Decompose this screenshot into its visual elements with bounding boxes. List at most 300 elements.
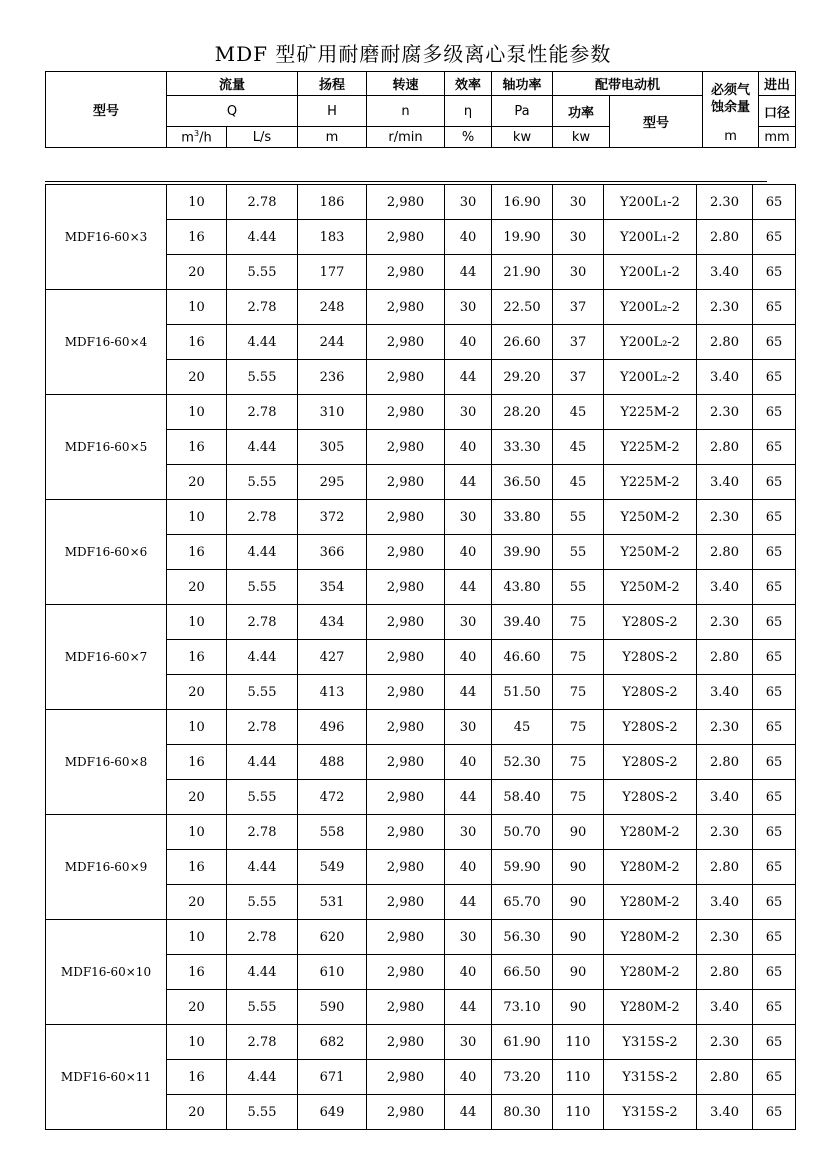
cell-motor-model: Y250M-2 — [604, 570, 697, 605]
cell-motor-model: Y280S-2 — [604, 605, 697, 640]
cell-flow-ls: 2.78 — [227, 500, 298, 535]
cell-speed: 2,980 — [367, 465, 445, 500]
cell-inlet: 65 — [753, 395, 796, 430]
cell-motor-model: Y280M-2 — [604, 990, 697, 1025]
table-row — [46, 710, 796, 745]
cell-efficiency: 30 — [445, 290, 492, 325]
cell-speed: 2,980 — [367, 955, 445, 990]
cell-shaft-power: 51.50 — [492, 675, 553, 710]
cell-motor-model: Y315S-2 — [604, 1025, 697, 1060]
cell-inlet: 65 — [753, 850, 796, 885]
cell-speed: 2,980 — [367, 535, 445, 570]
header-speed: 转速 — [367, 72, 445, 96]
header-motor: 配带电动机 — [553, 72, 703, 96]
header-motor-power: 功率 — [553, 96, 610, 127]
cell-npsh: 2.30 — [697, 815, 753, 850]
cell-flow-ls: 5.55 — [227, 465, 298, 500]
cell-inlet: 65 — [753, 1025, 796, 1060]
cell-flow-ls: 2.78 — [227, 395, 298, 430]
cell-npsh: 2.80 — [697, 640, 753, 675]
cell-shaft-power: 39.90 — [492, 535, 553, 570]
cell-inlet: 65 — [753, 500, 796, 535]
cell-speed: 2,980 — [367, 325, 445, 360]
cell-speed: 2,980 — [367, 885, 445, 920]
cell-inlet: 65 — [753, 745, 796, 780]
cell-shaft-power: 73.20 — [492, 1060, 553, 1095]
cell-npsh: 2.80 — [697, 1060, 753, 1095]
cell-motor-power: 90 — [553, 815, 604, 850]
cell-inlet: 65 — [753, 815, 796, 850]
cell-inlet: 65 — [753, 640, 796, 675]
cell-motor-power: 30 — [553, 185, 604, 220]
cell-flow-ls: 2.78 — [227, 815, 298, 850]
cell-motor-model: Y200L₁-2 — [604, 185, 697, 220]
cell-speed: 2,980 — [367, 360, 445, 395]
cell-flow-ls: 5.55 — [227, 360, 298, 395]
cell-shaft-power: 80.30 — [492, 1095, 553, 1130]
cell-speed: 2,980 — [367, 1060, 445, 1095]
page-title: MDF 型矿用耐磨耐腐多级离心泵性能参数 — [214, 42, 612, 66]
cell-motor-power: 110 — [553, 1060, 604, 1095]
cell-motor-model: Y200L₁-2 — [604, 255, 697, 290]
cell-inlet: 65 — [753, 920, 796, 955]
cell-inlet: 65 — [753, 1060, 796, 1095]
cell-shaft-power: 29.20 — [492, 360, 553, 395]
cell-flow-m3h: 10 — [167, 605, 227, 640]
cell-flow-m3h: 16 — [167, 325, 227, 360]
cell-efficiency: 30 — [445, 710, 492, 745]
cell-motor-power: 110 — [553, 1095, 604, 1130]
divider — [45, 181, 767, 182]
cell-motor-power: 90 — [553, 955, 604, 990]
unit-flow-m3h: $m^3/h$ — [167, 127, 227, 148]
cell-flow-m3h: 16 — [167, 535, 227, 570]
cell-motor-model: Y315S-2 — [604, 1095, 697, 1130]
cell-motor-power: 45 — [553, 395, 604, 430]
cell-flow-ls: 4.44 — [227, 220, 298, 255]
cell-flow-m3h: 20 — [167, 990, 227, 1025]
cell-motor-power: 90 — [553, 990, 604, 1025]
cell-motor-model: Y280M-2 — [604, 815, 697, 850]
cell-inlet: 65 — [753, 885, 796, 920]
cell-inlet: 65 — [753, 605, 796, 640]
cell-flow-m3h: 16 — [167, 745, 227, 780]
cell-shaft-power: 21.90 — [492, 255, 553, 290]
cell-motor-power: 30 — [553, 220, 604, 255]
model-cell: MDF16-60×10 — [46, 920, 167, 1025]
cell-flow-m3h: 16 — [167, 640, 227, 675]
cell-inlet: 65 — [753, 465, 796, 500]
cell-flow-ls: 4.44 — [227, 640, 298, 675]
cell-shaft-power: 28.20 — [492, 395, 553, 430]
cell-npsh: 2.30 — [697, 710, 753, 745]
cell-flow-m3h: 16 — [167, 220, 227, 255]
cell-shaft-power: 50.70 — [492, 815, 553, 850]
cell-inlet: 65 — [753, 710, 796, 745]
cell-flow-m3h: 10 — [167, 185, 227, 220]
cell-speed: 2,980 — [367, 570, 445, 605]
cell-flow-ls: 2.78 — [227, 920, 298, 955]
cell-shaft-power: 22.50 — [492, 290, 553, 325]
cell-motor-power: 90 — [553, 850, 604, 885]
cell-head: 671 — [298, 1060, 367, 1095]
cell-speed: 2,980 — [367, 185, 445, 220]
cell-motor-model: Y280S-2 — [604, 710, 697, 745]
cell-flow-m3h: 10 — [167, 395, 227, 430]
cell-flow-m3h: 20 — [167, 885, 227, 920]
model-cell: MDF16-60×3 — [46, 185, 167, 290]
cell-motor-model: Y225M-2 — [604, 465, 697, 500]
cell-npsh: 2.30 — [697, 500, 753, 535]
cell-speed: 2,980 — [367, 640, 445, 675]
cell-speed: 2,980 — [367, 290, 445, 325]
unit-speed: r/min — [367, 127, 445, 148]
cell-speed: 2,980 — [367, 1025, 445, 1060]
table-row — [46, 605, 796, 640]
cell-efficiency: 44 — [445, 360, 492, 395]
cell-npsh: 2.80 — [697, 430, 753, 465]
cell-efficiency: 30 — [445, 500, 492, 535]
cell-motor-model: Y250M-2 — [604, 500, 697, 535]
cell-efficiency: 44 — [445, 570, 492, 605]
header-npsh-line1: 必须气 — [711, 83, 751, 99]
unit-npsh: m — [703, 127, 759, 148]
cell-inlet: 65 — [753, 220, 796, 255]
cell-motor-power: 75 — [553, 745, 604, 780]
cell-head: 354 — [298, 570, 367, 605]
unit-inlet: mm — [759, 127, 796, 148]
cell-flow-ls: 4.44 — [227, 745, 298, 780]
unit-flow-ls: L/s — [227, 127, 298, 148]
cell-efficiency: 40 — [445, 535, 492, 570]
cell-npsh: 3.40 — [697, 675, 753, 710]
cell-npsh: 3.40 — [697, 465, 753, 500]
cell-head: 244 — [298, 325, 367, 360]
cell-motor-model: Y225M-2 — [604, 430, 697, 465]
table-row — [46, 290, 796, 325]
cell-head: 590 — [298, 990, 367, 1025]
cell-motor-power: 45 — [553, 430, 604, 465]
cell-flow-m3h: 20 — [167, 780, 227, 815]
header-inlet-line1: 进出 — [759, 72, 796, 96]
cell-flow-ls: 5.55 — [227, 780, 298, 815]
header-npsh-line2: 蚀余量 — [711, 100, 751, 116]
cell-flow-ls: 5.55 — [227, 990, 298, 1025]
cell-inlet: 65 — [753, 570, 796, 605]
table-row — [46, 395, 796, 430]
cell-speed: 2,980 — [367, 255, 445, 290]
cell-flow-ls: 2.78 — [227, 710, 298, 745]
cell-flow-m3h: 20 — [167, 1095, 227, 1130]
header-eff-symbol: η — [445, 96, 492, 127]
cell-efficiency: 44 — [445, 780, 492, 815]
cell-motor-power: 75 — [553, 780, 604, 815]
cell-npsh: 2.80 — [697, 535, 753, 570]
cell-shaft-power: 73.10 — [492, 990, 553, 1025]
table-row — [46, 920, 796, 955]
cell-head: 372 — [298, 500, 367, 535]
cell-efficiency: 30 — [445, 920, 492, 955]
header-model: 型号 — [46, 72, 167, 148]
cell-flow-m3h: 20 — [167, 360, 227, 395]
cell-shaft-power: 45 — [492, 710, 553, 745]
cell-motor-power: 75 — [553, 605, 604, 640]
cell-efficiency: 40 — [445, 430, 492, 465]
cell-head: 310 — [298, 395, 367, 430]
cell-shaft-power: 61.90 — [492, 1025, 553, 1060]
cell-flow-ls: 2.78 — [227, 605, 298, 640]
cell-motor-model: Y315S-2 — [604, 1060, 697, 1095]
cell-head: 549 — [298, 850, 367, 885]
cell-shaft-power: 39.40 — [492, 605, 553, 640]
cell-flow-ls: 4.44 — [227, 325, 298, 360]
header-table — [45, 71, 796, 148]
cell-motor-model: Y200L₁-2 — [604, 220, 697, 255]
header-speed-symbol: n — [367, 96, 445, 127]
header-npsh — [703, 72, 759, 127]
cell-flow-ls: 5.55 — [227, 675, 298, 710]
cell-npsh: 2.30 — [697, 395, 753, 430]
cell-flow-m3h: 10 — [167, 710, 227, 745]
cell-flow-m3h: 16 — [167, 955, 227, 990]
cell-motor-power: 90 — [553, 920, 604, 955]
cell-motor-power: 55 — [553, 570, 604, 605]
cell-speed: 2,980 — [367, 780, 445, 815]
cell-flow-m3h: 10 — [167, 815, 227, 850]
header-inlet-line2: 口径 — [759, 96, 796, 127]
cell-efficiency: 30 — [445, 815, 492, 850]
cell-inlet: 65 — [753, 185, 796, 220]
cell-inlet: 65 — [753, 1095, 796, 1130]
cell-head: 177 — [298, 255, 367, 290]
cell-motor-model: Y280M-2 — [604, 850, 697, 885]
cell-motor-power: 55 — [553, 500, 604, 535]
cell-shaft-power: 65.70 — [492, 885, 553, 920]
cell-speed: 2,980 — [367, 710, 445, 745]
cell-inlet: 65 — [753, 780, 796, 815]
cell-efficiency: 44 — [445, 675, 492, 710]
header-power-symbol: Pa — [492, 96, 553, 127]
cell-head: 620 — [298, 920, 367, 955]
cell-flow-ls: 5.55 — [227, 570, 298, 605]
table-row — [46, 1025, 796, 1060]
cell-flow-m3h: 16 — [167, 430, 227, 465]
cell-head: 186 — [298, 185, 367, 220]
cell-npsh: 2.80 — [697, 850, 753, 885]
cell-motor-power: 30 — [553, 255, 604, 290]
cell-flow-m3h: 20 — [167, 675, 227, 710]
cell-inlet: 65 — [753, 290, 796, 325]
cell-efficiency: 30 — [445, 185, 492, 220]
cell-head: 236 — [298, 360, 367, 395]
cell-flow-m3h: 20 — [167, 465, 227, 500]
header-head: 扬程 — [298, 72, 367, 96]
table-row — [46, 500, 796, 535]
cell-npsh: 2.30 — [697, 920, 753, 955]
cell-shaft-power: 33.30 — [492, 430, 553, 465]
cell-flow-ls: 5.55 — [227, 1095, 298, 1130]
header-flow: 流量 — [167, 72, 298, 96]
cell-efficiency: 40 — [445, 955, 492, 990]
cell-shaft-power: 33.80 — [492, 500, 553, 535]
cell-flow-m3h: 16 — [167, 850, 227, 885]
cell-flow-ls: 5.55 — [227, 255, 298, 290]
cell-motor-power: 37 — [553, 290, 604, 325]
cell-head: 488 — [298, 745, 367, 780]
cell-motor-model: Y225M-2 — [604, 395, 697, 430]
cell-motor-model: Y200L₂-2 — [604, 325, 697, 360]
unit-power: kw — [492, 127, 553, 148]
cell-flow-ls: 2.78 — [227, 290, 298, 325]
cell-npsh: 3.40 — [697, 570, 753, 605]
cell-motor-model: Y280S-2 — [604, 780, 697, 815]
cell-head: 248 — [298, 290, 367, 325]
cell-efficiency: 40 — [445, 220, 492, 255]
cell-shaft-power: 19.90 — [492, 220, 553, 255]
cell-motor-model: Y280S-2 — [604, 640, 697, 675]
cell-head: 413 — [298, 675, 367, 710]
header-flow-symbol: Q — [167, 96, 298, 127]
cell-efficiency: 30 — [445, 605, 492, 640]
cell-shaft-power: 58.40 — [492, 780, 553, 815]
cell-motor-power: 37 — [553, 325, 604, 360]
cell-npsh: 3.40 — [697, 885, 753, 920]
cell-npsh: 2.30 — [697, 605, 753, 640]
cell-efficiency: 40 — [445, 1060, 492, 1095]
cell-head: 531 — [298, 885, 367, 920]
unit-head: m — [298, 127, 367, 148]
cell-speed: 2,980 — [367, 850, 445, 885]
cell-flow-ls: 4.44 — [227, 850, 298, 885]
cell-flow-m3h: 10 — [167, 500, 227, 535]
cell-inlet: 65 — [753, 955, 796, 990]
cell-head: 496 — [298, 710, 367, 745]
cell-efficiency: 40 — [445, 640, 492, 675]
cell-motor-model: Y250M-2 — [604, 535, 697, 570]
cell-inlet: 65 — [753, 675, 796, 710]
cell-flow-ls: 2.78 — [227, 185, 298, 220]
cell-shaft-power: 26.60 — [492, 325, 553, 360]
cell-motor-power: 90 — [553, 885, 604, 920]
cell-speed: 2,980 — [367, 1095, 445, 1130]
cell-npsh: 3.40 — [697, 255, 753, 290]
cell-npsh: 2.30 — [697, 185, 753, 220]
cell-flow-ls: 2.78 — [227, 1025, 298, 1060]
cell-head: 305 — [298, 430, 367, 465]
cell-head: 295 — [298, 465, 367, 500]
cell-motor-model: Y280M-2 — [604, 920, 697, 955]
cell-head: 682 — [298, 1025, 367, 1060]
cell-inlet: 65 — [753, 430, 796, 465]
cell-shaft-power: 43.80 — [492, 570, 553, 605]
cell-efficiency: 40 — [445, 325, 492, 360]
cell-inlet: 65 — [753, 360, 796, 395]
unit-efficiency: % — [445, 127, 492, 148]
cell-efficiency: 40 — [445, 850, 492, 885]
cell-flow-m3h: 10 — [167, 290, 227, 325]
cell-npsh: 2.80 — [697, 745, 753, 780]
cell-motor-model: Y280S-2 — [604, 745, 697, 780]
cell-motor-model: Y280S-2 — [604, 675, 697, 710]
cell-npsh: 2.80 — [697, 220, 753, 255]
cell-npsh: 3.40 — [697, 1095, 753, 1130]
cell-shaft-power: 16.90 — [492, 185, 553, 220]
cell-motor-power: 37 — [553, 360, 604, 395]
cell-efficiency: 44 — [445, 255, 492, 290]
cell-npsh: 2.80 — [697, 955, 753, 990]
cell-speed: 2,980 — [367, 500, 445, 535]
cell-flow-ls: 4.44 — [227, 955, 298, 990]
table-row — [46, 185, 796, 220]
cell-flow-ls: 4.44 — [227, 535, 298, 570]
cell-head: 472 — [298, 780, 367, 815]
model-cell: MDF16-60×8 — [46, 710, 167, 815]
unit-motor-power: kw — [553, 127, 610, 148]
model-cell: MDF16-60×6 — [46, 500, 167, 605]
cell-shaft-power: 46.60 — [492, 640, 553, 675]
cell-flow-m3h: 20 — [167, 570, 227, 605]
cell-motor-power: 75 — [553, 675, 604, 710]
model-cell: MDF16-60×5 — [46, 395, 167, 500]
cell-speed: 2,980 — [367, 220, 445, 255]
cell-flow-m3h: 16 — [167, 1060, 227, 1095]
cell-motor-model: Y200L₂-2 — [604, 360, 697, 395]
cell-flow-m3h: 10 — [167, 920, 227, 955]
cell-speed: 2,980 — [367, 815, 445, 850]
cell-flow-m3h: 20 — [167, 255, 227, 290]
cell-npsh: 3.40 — [697, 780, 753, 815]
cell-head: 649 — [298, 1095, 367, 1130]
cell-flow-ls: 4.44 — [227, 430, 298, 465]
cell-inlet: 65 — [753, 255, 796, 290]
cell-motor-model: Y280M-2 — [604, 955, 697, 990]
cell-npsh: 2.30 — [697, 1025, 753, 1060]
cell-flow-ls: 5.55 — [227, 885, 298, 920]
cell-head: 558 — [298, 815, 367, 850]
cell-efficiency: 30 — [445, 1025, 492, 1060]
cell-motor-power: 55 — [553, 535, 604, 570]
cell-speed: 2,980 — [367, 745, 445, 780]
header-efficiency: 效率 — [445, 72, 492, 96]
cell-speed: 2,980 — [367, 395, 445, 430]
cell-efficiency: 44 — [445, 885, 492, 920]
cell-motor-power: 45 — [553, 465, 604, 500]
cell-motor-power: 110 — [553, 1025, 604, 1060]
cell-head: 183 — [298, 220, 367, 255]
cell-flow-m3h: 10 — [167, 1025, 227, 1060]
cell-efficiency: 30 — [445, 395, 492, 430]
header-shaft-power: 轴功率 — [492, 72, 553, 96]
cell-speed: 2,980 — [367, 605, 445, 640]
cell-flow-ls: 4.44 — [227, 1060, 298, 1095]
cell-npsh: 3.40 — [697, 360, 753, 395]
model-cell: MDF16-60×11 — [46, 1025, 167, 1130]
cell-efficiency: 40 — [445, 745, 492, 780]
cell-speed: 2,980 — [367, 430, 445, 465]
cell-efficiency: 44 — [445, 990, 492, 1025]
cell-shaft-power: 36.50 — [492, 465, 553, 500]
cell-inlet: 65 — [753, 535, 796, 570]
cell-speed: 2,980 — [367, 675, 445, 710]
cell-speed: 2,980 — [367, 920, 445, 955]
cell-motor-model: Y200L₂-2 — [604, 290, 697, 325]
cell-head: 427 — [298, 640, 367, 675]
cell-motor-power: 75 — [553, 710, 604, 745]
data-table — [45, 184, 796, 1130]
cell-motor-power: 75 — [553, 640, 604, 675]
cell-npsh: 2.80 — [697, 325, 753, 360]
cell-motor-model: Y280M-2 — [604, 885, 697, 920]
